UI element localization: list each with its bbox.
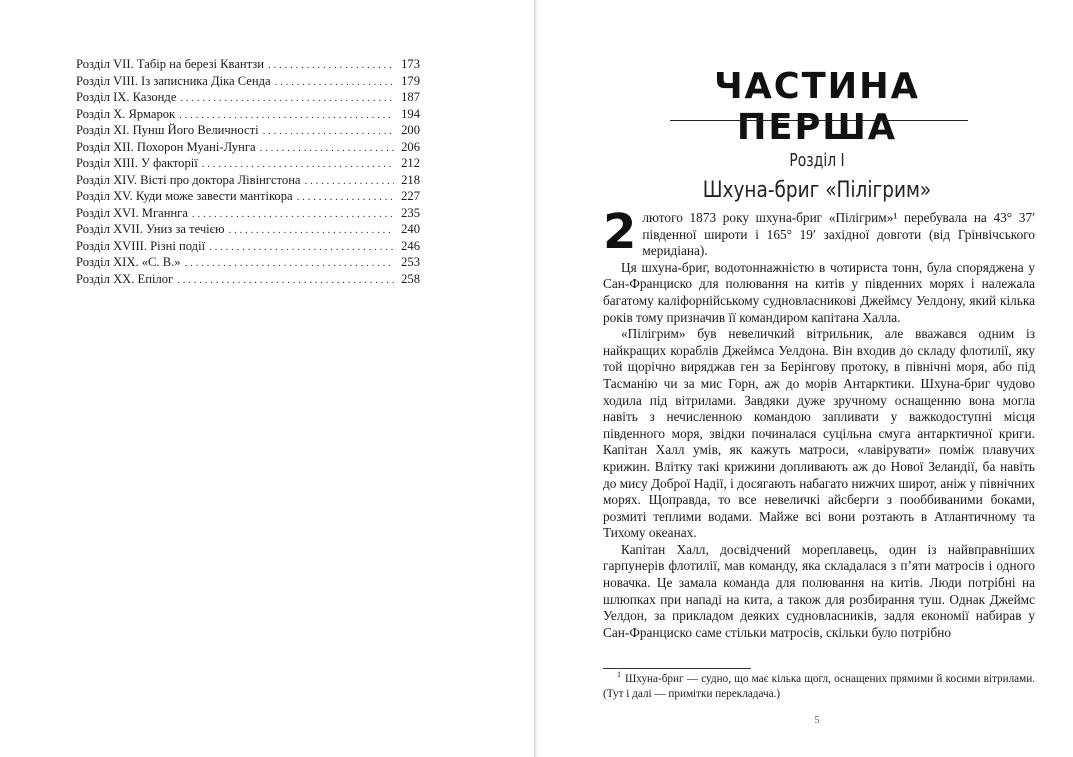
toc-entry-title: Розділ XIII. У факторії <box>76 156 198 170</box>
toc-entry-title: Розділ IX. Казонде <box>76 90 177 104</box>
toc-entry-title: Розділ XI. Пунш Його Величності <box>76 123 259 137</box>
toc-entry-title: Розділ XIX. «С. В.» <box>76 255 181 269</box>
toc-entry-title: Розділ XII. Похорон Муані-Лунга <box>76 139 256 154</box>
toc-entry-page: 179 <box>401 73 420 88</box>
paragraph-text: лютого 1873 року шхуна-бриг «Пілігрим»¹ перебувала на 43° 37′ південної широти і 165° 19′ західної довготи (від Грінвічського меридіана). <box>642 210 1035 259</box>
toc-entry-title: Розділ XX. Епілог <box>76 271 174 286</box>
toc-entry-page: 235 <box>401 205 420 220</box>
toc-entry-title: Розділ XVII. Униз за течією <box>76 222 225 236</box>
toc-entry-title: Розділ XV. Куди може завести мантікора <box>76 189 293 203</box>
toc-entry <box>76 188 420 205</box>
paragraph-4: Капітан Халл, досвідчений мореплавець, один із найвправніших гарпунерів флотилії, мав команду, яка складалася з п’яти матросів і одного новачка. Це замала команда для полювання на китів. Люди потрібні на шлюпках при нападі на кита, а також для розбирання туш. Однак Джеймс Уелдон, за прикладом деяких судновласників, задля економії набирав у Сан-Франциско саме стільки матросів, скільки було потрібно <box>603 541 1035 640</box>
toc-entry <box>76 139 420 156</box>
chapter-body <box>603 204 1035 641</box>
table-of-contents <box>76 56 420 287</box>
toc-entry-page: 227 <box>401 189 420 203</box>
toc-entry <box>76 73 420 90</box>
toc-leader-dots <box>229 222 395 239</box>
toc-leader-dots <box>297 189 394 206</box>
toc-entry-page: 206 <box>401 139 420 154</box>
toc-entry-page: 218 <box>401 172 420 187</box>
part-title: ЧАСТИНА ПЕРША <box>714 66 920 148</box>
toc-entry-page: 200 <box>401 123 420 137</box>
toc-leader-dots <box>185 255 394 272</box>
toc-entry <box>76 172 420 189</box>
footnote-number: 1 <box>617 670 621 680</box>
toc-entry <box>76 238 420 255</box>
toc-leader-dots <box>305 173 394 190</box>
toc-entry-title: Розділ VII. Табір на березі Квантзи <box>76 57 265 71</box>
toc-leader-dots <box>177 272 394 289</box>
toc-entry-title: Розділ XVIII. Різні події <box>76 238 206 253</box>
footnote-divider <box>603 668 751 669</box>
toc-leader-dots <box>260 140 394 157</box>
toc-entry-page: 253 <box>401 255 420 269</box>
chapter-title: Шхуна-бриг «Пілігрим» <box>702 178 932 203</box>
toc-leader-dots <box>263 123 394 140</box>
toc-entry <box>76 254 420 271</box>
paragraph-3: «Пілігрим» був невеличкий вітрильник, але вважався одним із найкращих кораблів Джеймса Уелдона. Він входив до складу флотилії, яку той щорічно виряджав ген за Берінгову протоку, в північні моря, або під Тасманію чи за мис Горн, аж до морів Антарктики. Шхуна-бриг чудово ходила під вітрилами. Завдяки дуже зручному оснащенню вона могла навіть з нечисленною командою запливати у важкодоступні місця південного моря, звідки починалася суцільна смуга антарктичної криги. Капітан Халл умів, як кажуть матроси, «лавірувати» поміж плавучих крижин. Влітку такі крижини допливають аж до Нової Зеландії, ба навіть до мису Доброї Надії, і досягають набагато нижчих широт, аніж у північних морях. Щоправда, то все невеличкі айсберги з пооббиваними боками, розмиті теплими водами. Майже всі вони розтають в Атлантичному та Тихому океанах. <box>603 326 1035 541</box>
toc-entry <box>76 122 420 139</box>
chapter-label: Розділ I <box>789 150 845 171</box>
toc-leader-dots <box>192 206 394 223</box>
toc-entry-page: 187 <box>401 90 420 104</box>
page-number: 5 <box>814 714 820 726</box>
toc-entry-page: 212 <box>401 156 420 170</box>
toc-entry <box>76 271 420 288</box>
toc-entry-page: 258 <box>401 271 420 286</box>
toc-entry <box>76 56 420 73</box>
toc-leader-dots <box>209 239 394 256</box>
paragraph-1 <box>603 204 1035 260</box>
toc-leader-dots <box>275 74 394 91</box>
toc-entry-page: 246 <box>401 238 420 253</box>
footnote <box>603 672 1035 702</box>
toc-entry-title: Розділ XIV. Вісті про доктора Лівінгстона <box>76 172 301 187</box>
toc-entry <box>76 221 420 238</box>
toc-entry-title: Розділ X. Ярмарок <box>76 106 176 121</box>
toc-entry-page: 173 <box>401 57 420 71</box>
toc-leader-dots <box>179 107 394 124</box>
paragraph-2: Ця шхуна-бриг, водотоннажністю в чотириста тонн, була споряджена у Сан-Франциско для полювання на китів у південних морях і належала багатому каліфорнійському судновласникові Джеймсу Уелдону, який кілька років тому призначив її командиром капітана Халла. <box>603 259 1035 325</box>
drop-cap: 2 <box>603 204 637 260</box>
footnote-text: Шхуна-бриг — судно, що має кілька щогл, оснащених прямими й косими вітрилами. (Тут і далі — примітки перекладача.) <box>603 673 1035 700</box>
toc-leader-dots <box>180 90 394 107</box>
toc-leader-dots <box>268 57 394 74</box>
toc-entry <box>76 155 420 172</box>
toc-entry <box>76 106 420 123</box>
right-page <box>537 0 1073 757</box>
toc-entry-page: 194 <box>401 106 420 121</box>
toc-entry-title: Розділ VIII. Із записника Діка Сенда <box>76 73 271 88</box>
toc-leader-dots <box>202 156 394 173</box>
title-divider <box>670 120 968 121</box>
left-page <box>0 0 534 757</box>
toc-entry <box>76 205 420 222</box>
toc-entry-title: Розділ XVI. Мганнга <box>76 205 188 220</box>
toc-entry <box>76 89 420 106</box>
toc-entry-page: 240 <box>401 222 420 236</box>
